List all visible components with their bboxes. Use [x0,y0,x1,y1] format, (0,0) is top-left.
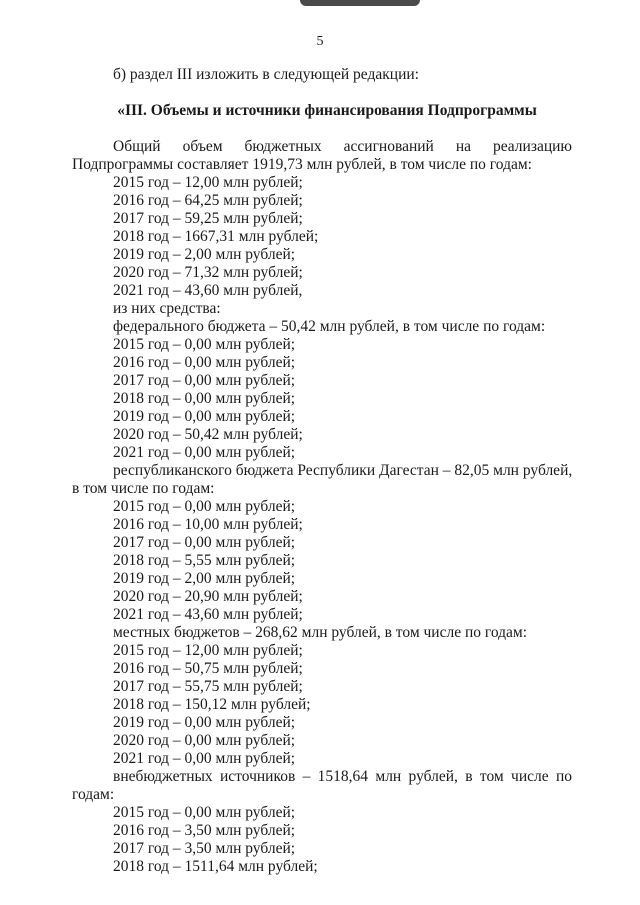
section-intro: б) раздел III изложить в следующей редакции: [113,66,419,83]
list-item: 2016 год – 50,75 млн рублей; [113,660,303,677]
list-item: 2018 год – 150,12 млн рублей; [113,696,311,713]
republic-header-line1: республиканского бюджета Республики Дагестан – 82,05 млн рублей, [113,462,573,479]
list-item: 2016 год – 0,00 млн рублей; [113,354,296,371]
list-item: 2019 год – 0,00 млн рублей; [113,714,296,731]
list-item: 2017 год – 0,00 млн рублей; [113,372,296,389]
document-body [72,66,572,876]
scan-edge-mark [300,0,420,6]
republic-header-line2: в том числе по годам: [72,480,215,497]
list-item: 2020 год – 71,32 млн рублей; [113,264,303,281]
federal-years-list [72,336,572,462]
of-them-label: из них средства: [113,300,221,317]
list-item: 2018 год – 0,00 млн рублей; [113,390,296,407]
list-item: 2018 год – 1667,31 млн рублей; [113,228,319,245]
republic-years-list [72,498,572,624]
list-item: 2021 год – 43,60 млн рублей, [113,282,303,299]
spacer [72,84,572,102]
list-item: 2021 год – 43,60 млн рублей; [113,606,303,623]
list-item: 2020 год – 20,90 млн рублей; [113,588,303,605]
paragraph-total-line2: Подпрограммы составляет 1919,73 млн рублей, в том числе по годам: [72,156,532,173]
spacer [72,120,572,138]
total-years-list [72,174,572,300]
list-item: 2015 год – 12,00 млн рублей; [113,642,303,659]
list-item: 2015 год – 0,00 млн рублей; [113,804,296,821]
list-item: 2017 год – 59,25 млн рублей; [113,210,303,227]
list-item: 2017 год – 0,00 млн рублей; [113,534,296,551]
list-item: 2018 год – 1511,64 млн рублей; [113,858,318,875]
list-item: 2017 год – 55,75 млн рублей; [113,678,303,695]
list-item: 2016 год – 64,25 млн рублей; [113,192,303,209]
extra-header-line1: внебюджетных источников – 1518,64 млн рублей, в том числе по [113,768,572,785]
paragraph-total-line1: Общий объем бюджетных ассигнований на реализацию [113,138,572,155]
list-item: 2020 год – 0,00 млн рублей; [113,732,296,749]
list-item: 2015 год – 0,00 млн рублей; [113,336,296,353]
list-item: 2018 год – 5,55 млн рублей; [113,552,296,569]
list-item: 2017 год – 3,50 млн рублей; [113,840,296,857]
list-item: 2019 год – 2,00 млн рублей; [113,246,296,263]
list-item: 2016 год – 3,50 млн рублей; [113,822,296,839]
list-item: 2016 год – 10,00 млн рублей; [113,516,303,533]
federal-header: федерального бюджета – 50,42 млн рублей, в том числе по годам: [113,318,546,335]
list-item: 2021 год – 0,00 млн рублей; [113,750,296,767]
list-item: 2015 год – 12,00 млн рублей; [113,174,303,191]
list-item: 2015 год – 0,00 млн рублей; [113,498,296,515]
local-header: местных бюджетов – 268,62 млн рублей, в том числе по годам: [113,624,528,641]
extra-header-line2: годам: [72,786,115,803]
list-item: 2019 год – 2,00 млн рублей; [113,570,296,587]
list-item: 2020 год – 50,42 млн рублей; [113,426,303,443]
page-number: 5 [316,34,324,49]
section-heading: «III. Объемы и источники финансирования Подпрограммы [117,102,537,119]
list-item: 2019 год – 0,00 млн рублей; [113,408,296,425]
local-years-list [72,642,572,768]
list-item: 2021 год – 0,00 млн рублей; [113,444,296,461]
extra-years-list [72,804,572,876]
